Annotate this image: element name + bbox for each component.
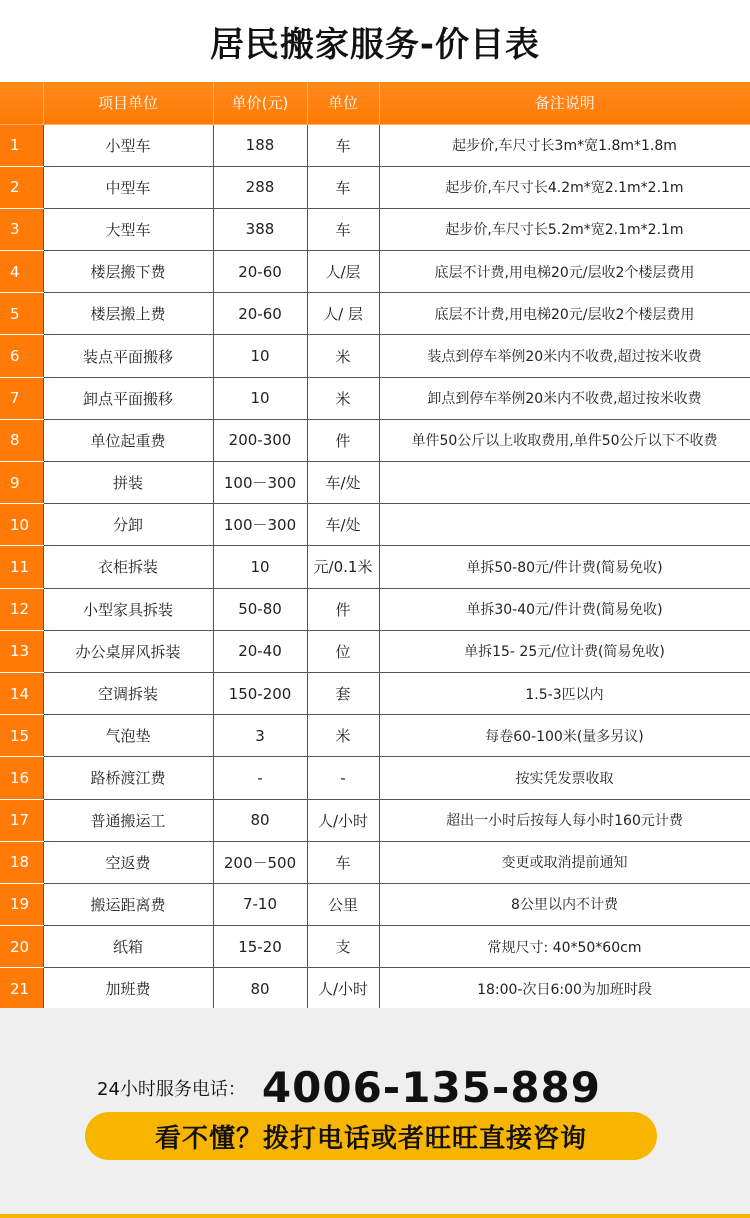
table-row xyxy=(0,124,750,166)
item-cell: 小型车 xyxy=(43,124,213,166)
price-cell: 200－500 xyxy=(213,841,307,883)
header-item: 项目单位 xyxy=(43,82,213,124)
price-cell: 100－300 xyxy=(213,504,307,546)
price-cell: 150-200 xyxy=(213,672,307,714)
item-cell: 气泡垫 xyxy=(43,715,213,757)
item-cell: 拼装 xyxy=(43,462,213,504)
table-header-row xyxy=(0,82,750,124)
item-cell: 大型车 xyxy=(43,208,213,250)
note-cell: 1.5-3匹以内 xyxy=(379,672,750,714)
row-number: 6 xyxy=(0,335,43,377)
unit-cell: 车/处 xyxy=(307,462,379,504)
table-row xyxy=(0,715,750,757)
price-cell: 7-10 xyxy=(213,883,307,925)
row-number: 12 xyxy=(0,588,43,630)
price-table xyxy=(0,82,750,1010)
table-row xyxy=(0,841,750,883)
header-unit: 单位 xyxy=(307,82,379,124)
unit-cell: 套 xyxy=(307,672,379,714)
header-no xyxy=(0,82,43,124)
row-number: 20 xyxy=(0,926,43,968)
item-cell: 中型车 xyxy=(43,166,213,208)
table-row xyxy=(0,630,750,672)
item-cell: 单位起重费 xyxy=(43,419,213,461)
item-cell: 衣柜拆装 xyxy=(43,546,213,588)
row-number: 8 xyxy=(0,419,43,461)
item-cell: 装点平面搬移 xyxy=(43,335,213,377)
unit-cell: 米 xyxy=(307,335,379,377)
phone-line xyxy=(97,1063,601,1112)
phone-label: 24小时服务电话： xyxy=(97,1078,246,1100)
item-cell: 小型家具拆装 xyxy=(43,588,213,630)
item-cell: 搬运距离费 xyxy=(43,883,213,925)
table-row xyxy=(0,293,750,335)
table-row xyxy=(0,504,750,546)
row-number: 3 xyxy=(0,208,43,250)
note-cell: 常规尺寸: 40*50*60cm xyxy=(379,926,750,968)
price-cell: 80 xyxy=(213,799,307,841)
row-number: 18 xyxy=(0,841,43,883)
header-note: 备注说明 xyxy=(379,82,750,124)
unit-cell: 米 xyxy=(307,715,379,757)
unit-cell: 元/0.1米 xyxy=(307,546,379,588)
item-cell: 路桥渡江费 xyxy=(43,757,213,799)
note-cell: 单件50公斤以上收取费用,单件50公斤以下不收费 xyxy=(379,419,750,461)
price-cell: 20-60 xyxy=(213,293,307,335)
note-cell: 底层不计费,用电梯20元/层收2个楼层费用 xyxy=(379,251,750,293)
item-cell: 楼层搬上费 xyxy=(43,293,213,335)
price-cell: 80 xyxy=(213,968,307,1010)
unit-cell: 支 xyxy=(307,926,379,968)
item-cell: 纸箱 xyxy=(43,926,213,968)
unit-cell: 车/处 xyxy=(307,504,379,546)
note-cell: 起步价,车尺寸长4.2m*宽2.1m*2.1m xyxy=(379,166,750,208)
table-row xyxy=(0,208,750,250)
item-cell: 空返费 xyxy=(43,841,213,883)
unit-cell: 人/层 xyxy=(307,251,379,293)
row-number: 14 xyxy=(0,672,43,714)
price-table-container xyxy=(0,82,750,1010)
note-cell: 起步价,车尺寸长3m*宽1.8m*1.8m xyxy=(379,124,750,166)
row-number: 10 xyxy=(0,504,43,546)
row-number: 13 xyxy=(0,630,43,672)
unit-cell: 公里 xyxy=(307,883,379,925)
price-cell: 10 xyxy=(213,546,307,588)
price-cell: 188 xyxy=(213,124,307,166)
header-price: 单价(元) xyxy=(213,82,307,124)
price-cell: 10 xyxy=(213,335,307,377)
table-row xyxy=(0,968,750,1010)
note-cell: 起步价,车尺寸长5.2m*宽2.1m*2.1m xyxy=(379,208,750,250)
row-number: 7 xyxy=(0,377,43,419)
table-body xyxy=(0,124,750,1010)
price-cell: 3 xyxy=(213,715,307,757)
table-row xyxy=(0,419,750,461)
unit-cell: 件 xyxy=(307,588,379,630)
note-cell: 8公里以内不计费 xyxy=(379,883,750,925)
table-row xyxy=(0,377,750,419)
table-row xyxy=(0,588,750,630)
note-cell: 底层不计费,用电梯20元/层收2个楼层费用 xyxy=(379,293,750,335)
phone-number[interactable]: 4006-135-889 xyxy=(261,1063,602,1112)
note-cell: 按实凭发票收取 xyxy=(379,757,750,799)
footer-contact xyxy=(0,1008,750,1218)
table-row xyxy=(0,462,750,504)
price-cell: 50-80 xyxy=(213,588,307,630)
item-cell: 加班费 xyxy=(43,968,213,1010)
table-row xyxy=(0,757,750,799)
item-cell: 楼层搬下费 xyxy=(43,251,213,293)
table-row xyxy=(0,335,750,377)
table-row xyxy=(0,546,750,588)
note-cell: 单拆50-80元/件计费(简易免收) xyxy=(379,546,750,588)
unit-cell: 车 xyxy=(307,124,379,166)
unit-cell: 车 xyxy=(307,166,379,208)
row-number: 21 xyxy=(0,968,43,1010)
price-cell: 15-20 xyxy=(213,926,307,968)
unit-cell: 人/小时 xyxy=(307,799,379,841)
price-cell: 100－300 xyxy=(213,462,307,504)
item-cell: 办公桌屏风拆装 xyxy=(43,630,213,672)
unit-cell: 车 xyxy=(307,841,379,883)
price-cell: 288 xyxy=(213,166,307,208)
item-cell: 分卸 xyxy=(43,504,213,546)
note-cell: 变更或取消提前通知 xyxy=(379,841,750,883)
price-cell: 20-60 xyxy=(213,251,307,293)
table-row xyxy=(0,926,750,968)
row-number: 16 xyxy=(0,757,43,799)
row-number: 4 xyxy=(0,251,43,293)
price-cell: 200-300 xyxy=(213,419,307,461)
item-cell: 卸点平面搬移 xyxy=(43,377,213,419)
unit-cell: - xyxy=(307,757,379,799)
note-cell xyxy=(379,504,750,546)
price-cell: - xyxy=(213,757,307,799)
unit-cell: 米 xyxy=(307,377,379,419)
price-cell: 388 xyxy=(213,208,307,250)
row-number: 19 xyxy=(0,883,43,925)
consult-banner[interactable]: 看不懂？拨打电话或者旺旺直接咨询 xyxy=(85,1112,657,1160)
unit-cell: 人/小时 xyxy=(307,968,379,1010)
row-number: 2 xyxy=(0,166,43,208)
row-number: 5 xyxy=(0,293,43,335)
unit-cell: 车 xyxy=(307,208,379,250)
table-row xyxy=(0,672,750,714)
unit-cell: 位 xyxy=(307,630,379,672)
row-number: 9 xyxy=(0,462,43,504)
page-title: 居民搬家服务-价目表 xyxy=(209,24,541,65)
note-cell: 单拆15- 25元/位计费(简易免收) xyxy=(379,630,750,672)
unit-cell: 件 xyxy=(307,419,379,461)
table-row xyxy=(0,166,750,208)
table-row xyxy=(0,883,750,925)
table-row xyxy=(0,251,750,293)
note-cell: 18:00-次日6:00为加班时段 xyxy=(379,968,750,1010)
row-number: 11 xyxy=(0,546,43,588)
row-number: 15 xyxy=(0,715,43,757)
unit-cell: 人/ 层 xyxy=(307,293,379,335)
note-cell: 卸点到停车举例20米内不收费,超过按米收费 xyxy=(379,377,750,419)
price-cell: 20-40 xyxy=(213,630,307,672)
price-cell: 10 xyxy=(213,377,307,419)
row-number: 17 xyxy=(0,799,43,841)
note-cell: 单拆30-40元/件计费(简易免收) xyxy=(379,588,750,630)
note-cell: 装点到停车举例20米内不收费,超过按米收费 xyxy=(379,335,750,377)
note-cell xyxy=(379,462,750,504)
item-cell: 空调拆装 xyxy=(43,672,213,714)
row-number: 1 xyxy=(0,124,43,166)
bottom-strip xyxy=(0,1214,750,1218)
item-cell: 普通搬运工 xyxy=(43,799,213,841)
note-cell: 超出一小时后按每人每小时160元计费 xyxy=(379,799,750,841)
note-cell: 每卷60-100米(量多另议) xyxy=(379,715,750,757)
table-row xyxy=(0,799,750,841)
